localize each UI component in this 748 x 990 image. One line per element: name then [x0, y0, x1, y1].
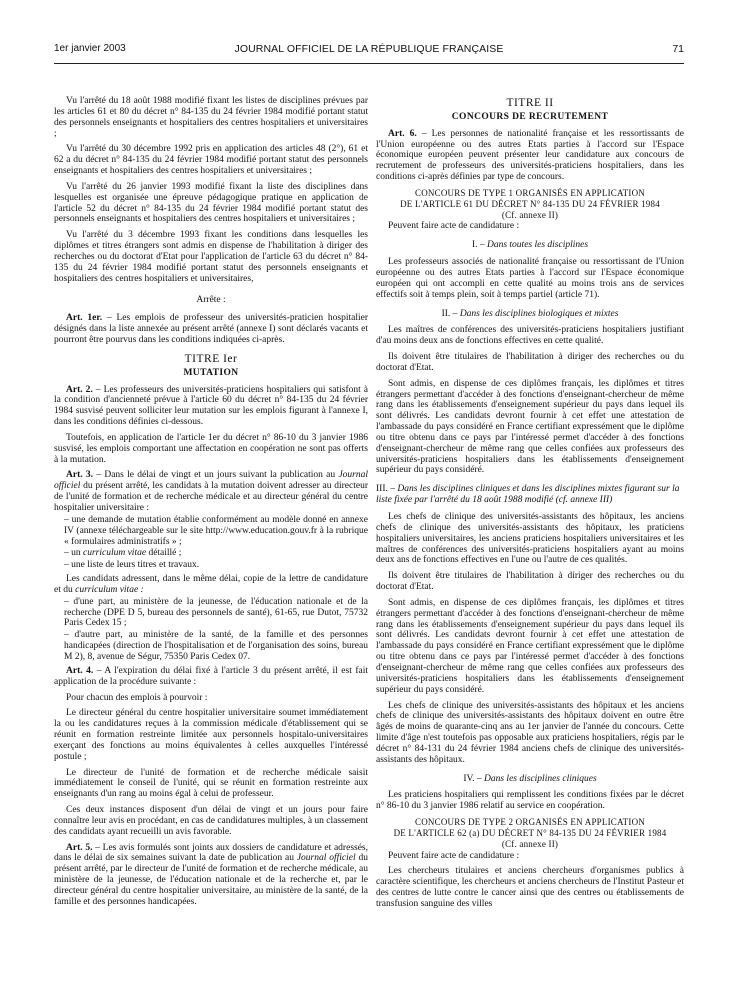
article-text: – A l'expiration du délai fixé à l'article 3 du présent arrêté, il est fait application de la procédure suivante :: [54, 665, 368, 687]
subsection-heading: II. – Dans les disciplines biologiques et mixtes: [441, 308, 619, 319]
subsection-heading: I. – Dans toutes les disciplines: [471, 240, 589, 251]
list-item: – une demande de mutation établie conformément au modèle donné en annexe IV (annexe téléchargeable sur le site http://www.education.gouv.fr à la rubrique « formulaires administratifs » ;: [64, 514, 368, 547]
article-4: [54, 666, 368, 688]
left-column: [54, 96, 368, 913]
paragraph: Les chefs de clinique des universités-assistants des hôpitaux, les anciens chefs de clinique des universités-assistants des hôpitaux, les praticiens hospitaliers universitaires, les anciens praticiens hospitaliers universitaires et les maîtres de conférences des universités-praticiens hospitaliers ayant au moins deux ans de fonctions effectives en l'une ou l'autre de ces qualités.: [376, 512, 684, 566]
visa-paragraph: Vu l'arrêté du 3 décembre 1993 fixant les conditions dans lesquelles les diplômes et titres étrangers sont admis en dispense de l'habilitation à diriger des recherches ou du doctorat d'Etat pour l'application de l'article 63 du décret n° 84-135 du 24 février 1984 modifié portant statut des personnels enseignants et hospitaliers des centres hospitaliers et universitaires,: [54, 230, 368, 284]
arrete-label: Arrête :: [196, 294, 226, 305]
paragraph: Les maîtres de conférences des universités-praticiens hospitaliers justifiant d'au moins deux ans de fonctions effectives en cette qualité.: [376, 325, 684, 347]
paragraph: Ils doivent être titulaires de l'habilitation à diriger des recherches ou du doctorat d'Etat.: [376, 352, 684, 373]
article-text: – Les emplois de professeur des universités-praticien hospitalier désignés dans la liste annexée au présent arrêté (annexe I) sont déclarés vacants et pourront être pourvus dans les conditions indiquées ci-après.: [54, 313, 368, 346]
article-text: – Les professeurs des universités-praticiens hospitaliers qui satisfont à la condition d'ancienneté prévue à l'article 60 du décret n° 84-135 du 24 février 1984 susvisé peuvent solliciter leur mutation sur les emplois figurant à l'annexe I, dans les conditions définies ci-dessous.: [54, 384, 368, 428]
paragraph: Ces deux instances disposent d'un délai de vingt et un jours pour faire connaître leur avis en procédant, en cas de candidatures multiples, à un classement des candidats ayant recueilli un avis favorable.: [54, 805, 368, 837]
paragraph: Le directeur de l'unité de formation et de recherche médicale saisit immédiatement le conseil de l'unité, qui se réunit en formation restreinte aux enseignants d'un rang au moins égal à celui de professeur.: [54, 767, 368, 800]
subsection-heading: III. – Dans les disciplines cliniques et dans les disciplines mixtes figurant sur la liste fixée par l'arrêté du 18 août 1988 modifié (cf. annexe III): [376, 484, 680, 506]
paragraph: Peuvent faire acte de candidature :: [388, 850, 520, 861]
paragraph: Les chefs de clinique des universités-assistants des hôpitaux et les anciens chefs de clinique des universités-assistants des hôpitaux doivent en outre être âgés de moins de quarante-cinq ans au 1er janvier de l'année du concours. Cette limite d'âge n'est toutefois pas opposable aux praticiens hospitaliers, régis par le décret n° 84-131 du 24 février 1984 anciens chefs de clinique des universités-assistants des hôpitaux.: [376, 700, 684, 765]
paragraph: Les chercheurs titulaires et anciens chercheurs d'organismes publics à caractère scientifique, les chercheurs et anciens chercheurs de l'Institut Pasteur et des centres de lutte contre le cancer ainsi que des centres ou établissements de transfusion sanguine des villes: [376, 866, 684, 909]
list-item: – un curriculum vitae détaillé ;: [64, 548, 182, 559]
article-6: [376, 129, 684, 183]
article-label: Art. 5.: [66, 842, 93, 853]
article-label: Art. 4.: [66, 665, 94, 676]
concours-type-2-heading: CONCOURS DE TYPE 2 ORGANISÉS EN APPLICATION DE L'ARTICLE 62 (a) DU DÉCRET N° 84-135 DU 24 FÉVRIER 1984 (Cf. annexe II): [393, 817, 667, 849]
paragraph: Ils doivent être titulaires de l'habilitation à diriger des recherches ou du doctorat d'Etat.: [376, 571, 684, 593]
right-column: [376, 96, 684, 915]
list-item: – une liste de leurs titres et travaux.: [64, 560, 200, 571]
article-label: Art. 3.: [66, 470, 94, 481]
visa-paragraph: Vu l'arrêté du 18 août 1988 modifié fixant les listes de disciplines prévues par les articles 61 et 80 du décret n° 84-135 du 24 février 1984 modifié portant statut des personnels enseignants et hospitaliers des centres hospitaliers et universitaires ;: [54, 96, 368, 139]
paragraph: Les candidats adressent, dans le même délai, copie de la lettre de candidature et du curriculum vitae :: [54, 574, 368, 595]
issue-date: 1er janvier 2003: [54, 43, 126, 54]
paragraph: Pour chacun des emplois à pourvoir :: [66, 692, 208, 703]
journal-title: JOURNAL OFFICIEL DE LA RÉPUBLIQUE FRANÇAISE: [234, 43, 504, 55]
titre-1: TITRE Ier: [184, 352, 238, 365]
header-rule: [54, 63, 684, 64]
subsection-heading: IV. – Dans les disciplines cliniques: [463, 773, 597, 784]
page-number: 71: [672, 43, 684, 55]
titre-2: TITRE II: [506, 97, 554, 109]
document-list: [64, 515, 368, 571]
article-1: [54, 313, 368, 346]
page-header: [54, 43, 684, 59]
section-mutation: MUTATION: [183, 367, 239, 378]
paragraph: Sont admis, en dispense de ces diplômes français, les diplômes et titres étrangers permettant d'accéder à des fonctions d'enseignant-chercheur de même rang dans les établissements d'enseignement supérieur du pays dans lequel ils sont délivrés. Les candidats devront fournir à cet effet une attestation de l'ambassade du pays considéré en France certifiant expressément que le diplôme ou titre obtenu dans ce pays par l'intéressé permet d'accéder à des fonctions d'enseignant-chercheur de même rang que celles confiées aux professeurs des universités-praticiens hospitaliers dans les établissements d'enseignement supérieur du pays considéré.: [376, 597, 684, 695]
address-list: [64, 597, 368, 663]
article-label: Art. 2.: [66, 384, 93, 395]
section-concours: CONCOURS DE RECRUTEMENT: [451, 111, 609, 122]
paragraph: Le directeur général du centre hospitalier universitaire soumet immédiatement la ou les candidatures reçues à la commission médicale d'établissement qui se réunit en formation restreinte limitée aux personnels hospitalo-universitaires exerçant des fonctions au moins équivalentes à celles auxquelles l'intéressé postule ;: [54, 708, 368, 762]
paragraph: Les professeurs associés de nationalité française ou ressortissant de l'Union européenne ou des autres Etats parties à l'accord sur l'Espace économique européen qui ont accompli en cette qualité au moins trois ans de services effectifs soit à temps plein, soit à temps partiel (article 71).: [376, 257, 684, 300]
paragraph: Les praticiens hospitaliers qui remplissent les conditions fixées par le décret n° 86-10 du 3 janvier 1986 relatif au service en coopération.: [376, 790, 684, 812]
concours-type-1-heading: CONCOURS DE TYPE 1 ORGANISÉS EN APPLICATION DE L'ARTICLE 61 DU DÉCRET N° 84-135 DU 24 FÉVRIER 1984 (Cf. annexe II): [400, 187, 660, 220]
journal-reference: Journal officiel: [54, 470, 368, 492]
article-text: – Dans le délai de vingt et un jours suivant la publication au: [93, 470, 339, 481]
article-label: Art. 6.: [388, 128, 417, 139]
visa-paragraph: Vu l'arrêté du 26 janvier 1993 modifié fixant la liste des disciplines dans lesquelles est organisée une épreuve pédagogique pratique en application de l'article 52 du décret n° 84-135 du 24 février 1984 modifié portant statut des personnels enseignants et hospitaliers des centres hospitaliers et universitaires ;: [54, 181, 368, 225]
article-text: du présent arrêté, les candidats à la mutation doivent adresser au directeur de l'unité de formation et de recherche médicale et au directeur général du centre hospitalier universitaire :: [54, 481, 368, 513]
paragraph: Peuvent faire acte de candidature :: [388, 221, 520, 232]
article-5: [54, 843, 368, 908]
article-text: – Les personnes de nationalité française et les ressortissants de l'Union européenne ou des autres Etats parties à l'accord sur l'Espace économique européen peuvent présenter leur candidature aux concours de recrutement de professeurs des universités-praticiens hospitaliers, dans les conditions ci-après définies par type de concours.: [376, 128, 684, 183]
visa-paragraph: Vu l'arrêté du 30 décembre 1992 pris en application des articles 48 (2°), 61 et 62 a du décret n° 84-135 du 24 février 1984 modifié portant statut des personnels enseignants et hospitaliers des centres hospitaliers et universitaires ;: [54, 144, 368, 177]
article-2: [54, 385, 368, 428]
journal-reference: Journal officiel: [296, 853, 356, 864]
article-3: [54, 470, 368, 513]
article-text: du présent arrêté, par le directeur de l'unité de formation et de recherche médicale, au ministère de la jeunesse, de l'éducation nationale et de la recherche et, par le directeur général du centre hospitalier universitaire, au ministère de la santé, de la famille et des personnes handicapées.: [54, 853, 369, 907]
list-item: – d'une part, au ministère de la jeunesse, de l'éducation nationale et de la recherche (DPE D 5, bureau des personnels de santé), 61-65, rue Dutot, 75732 Paris Cedex 15 ;: [64, 596, 368, 629]
paragraph: Toutefois, en application de l'article 1er du décret n° 86-10 du 3 janvier 1986 susvisé, les emplois comportant une affectation en coopération ne sont pas offerts à la mutation.: [54, 432, 368, 465]
paragraph: Sont admis, en dispense de ces diplômes français, les diplômes et titres étrangers permettant d'accéder à des fonctions d'enseignant-chercheur de même rang dans les établissements d'enseignement supérieur du pays dans lequel ils sont délivrés. Les candidats devront fournir à cet effet une attestation de l'ambassade du pays considéré en France certifiant expressément que le diplôme ou titre obtenu dans ce pays par l'intéressé permet d'accéder à des fonctions d'enseignant-chercheur de même rang que celles confiées aux professeurs des universités-praticiens hospitaliers dans les établissements d'enseignement supérieur du pays considéré.: [376, 378, 684, 476]
article-text: – Les avis formulés sont joints aux dossiers de candidature et adressés, dans le délai de six semaines suivant la date de publication au: [54, 842, 368, 864]
list-item: – d'autre part, au ministère de la santé, de la famille et des personnes handicapées (direction de l'hospitalisation et de l'organisation des soins, bureau M 2), 8, avenue de Ségur, 75350 Paris Cedex 07.: [64, 630, 368, 662]
article-label: Art. 1er.: [66, 313, 103, 324]
